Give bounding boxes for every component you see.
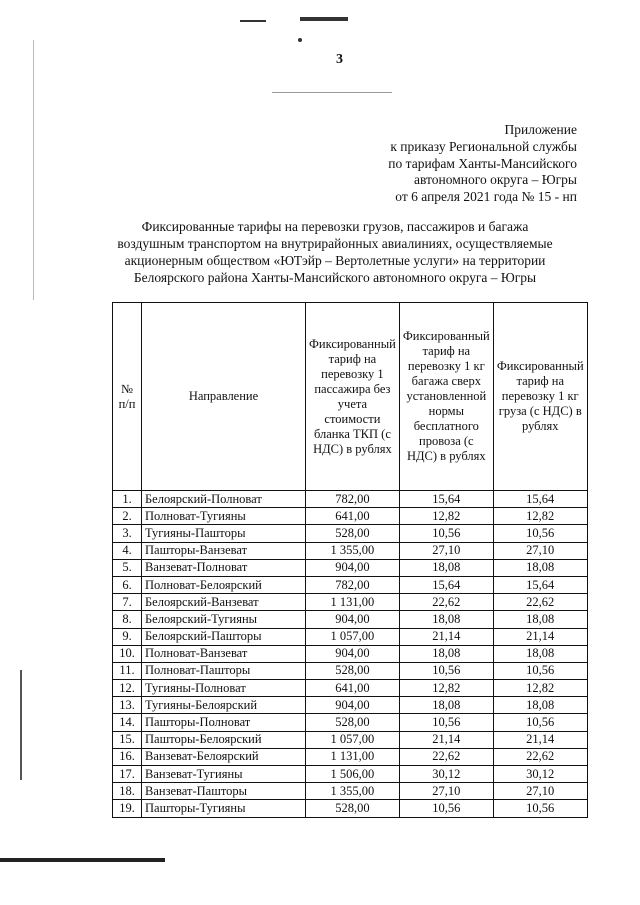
cargo-tariff-cell: 22,62 xyxy=(493,594,587,611)
row-number: 2. xyxy=(113,508,142,525)
route-cell: Полноват-Пашторы xyxy=(142,662,306,679)
cargo-tariff-cell: 27,10 xyxy=(493,542,587,559)
scan-artifact xyxy=(272,92,392,93)
passenger-tariff-cell: 1 131,00 xyxy=(306,594,400,611)
cargo-tariff-cell: 21,14 xyxy=(493,628,587,645)
baggage-tariff-cell: 15,64 xyxy=(399,576,493,593)
header-cargo-tariff: Фиксированный тариф на перевозку 1 кг груза (с НДС) в рублях xyxy=(493,303,587,491)
route-cell: Пашторы-Ванзеват xyxy=(142,542,306,559)
cargo-tariff-cell: 18,08 xyxy=(493,611,587,628)
passenger-tariff-cell: 904,00 xyxy=(306,611,400,628)
appendix-line: Приложение xyxy=(504,122,577,137)
baggage-tariff-cell: 10,56 xyxy=(399,714,493,731)
row-number: 12. xyxy=(113,680,142,697)
cargo-tariff-cell: 27,10 xyxy=(493,783,587,800)
table-row xyxy=(113,731,588,748)
cargo-tariff-cell: 21,14 xyxy=(493,731,587,748)
scan-artifact xyxy=(300,17,348,21)
passenger-tariff-cell: 782,00 xyxy=(306,491,400,508)
baggage-tariff-cell: 27,10 xyxy=(399,783,493,800)
row-number: 8. xyxy=(113,611,142,628)
route-cell: Ванзеват-Белоярский xyxy=(142,748,306,765)
row-number: 18. xyxy=(113,783,142,800)
title-line: акционерным обществом «ЮТэйр – Вертолетные услуги» на территории xyxy=(124,253,546,268)
cargo-tariff-cell: 12,82 xyxy=(493,508,587,525)
passenger-tariff-cell: 1 506,00 xyxy=(306,766,400,783)
route-cell: Ванзеват-Полноват xyxy=(142,559,306,576)
table-row xyxy=(113,680,588,697)
route-cell: Полноват-Ванзеват xyxy=(142,645,306,662)
passenger-tariff-cell: 1 057,00 xyxy=(306,628,400,645)
baggage-tariff-cell: 30,12 xyxy=(399,766,493,783)
row-number: 16. xyxy=(113,748,142,765)
cargo-tariff-cell: 22,62 xyxy=(493,748,587,765)
table-row xyxy=(113,611,588,628)
route-cell: Пашторы-Белоярский xyxy=(142,731,306,748)
scan-artifact xyxy=(298,38,302,42)
cargo-tariff-cell: 18,08 xyxy=(493,559,587,576)
row-number: 4. xyxy=(113,542,142,559)
table-header-row xyxy=(113,303,588,491)
baggage-tariff-cell: 22,62 xyxy=(399,748,493,765)
route-cell: Белоярский-Ванзеват xyxy=(142,594,306,611)
table-row xyxy=(113,766,588,783)
row-number: 15. xyxy=(113,731,142,748)
route-cell: Пашторы-Полноват xyxy=(142,714,306,731)
appendix-block xyxy=(277,122,577,206)
baggage-tariff-cell: 21,14 xyxy=(399,731,493,748)
table-row xyxy=(113,645,588,662)
row-number: 13. xyxy=(113,697,142,714)
baggage-tariff-cell: 27,10 xyxy=(399,542,493,559)
table-row xyxy=(113,748,588,765)
baggage-tariff-cell: 15,64 xyxy=(399,491,493,508)
route-cell: Тугияны-Пашторы xyxy=(142,525,306,542)
row-number: 6. xyxy=(113,576,142,593)
baggage-tariff-cell: 12,82 xyxy=(399,680,493,697)
route-cell: Тугияны-Белоярский xyxy=(142,697,306,714)
route-cell: Полноват-Тугияны xyxy=(142,508,306,525)
baggage-tariff-cell: 12,82 xyxy=(399,508,493,525)
baggage-tariff-cell: 18,08 xyxy=(399,697,493,714)
table-row xyxy=(113,800,588,817)
baggage-tariff-cell: 10,56 xyxy=(399,662,493,679)
row-number: 5. xyxy=(113,559,142,576)
cargo-tariff-cell: 18,08 xyxy=(493,645,587,662)
table-row xyxy=(113,628,588,645)
baggage-tariff-cell: 18,08 xyxy=(399,645,493,662)
header-num: № п/п xyxy=(113,303,142,491)
baggage-tariff-cell: 10,56 xyxy=(399,800,493,817)
row-number: 17. xyxy=(113,766,142,783)
table-row xyxy=(113,714,588,731)
table-row xyxy=(113,542,588,559)
cargo-tariff-cell: 30,12 xyxy=(493,766,587,783)
table-row xyxy=(113,662,588,679)
passenger-tariff-cell: 1 355,00 xyxy=(306,783,400,800)
route-cell: Белоярский-Пашторы xyxy=(142,628,306,645)
row-number: 7. xyxy=(113,594,142,611)
header-passenger-tariff: Фиксированный тариф на перевозку 1 пассажира без учета стоимости бланка ТКП (с НДС) в рублях xyxy=(306,303,400,491)
document-title xyxy=(95,218,575,286)
baggage-tariff-cell: 10,56 xyxy=(399,525,493,542)
header-direction: Направление xyxy=(142,303,306,491)
row-number: 19. xyxy=(113,800,142,817)
passenger-tariff-cell: 904,00 xyxy=(306,645,400,662)
route-cell: Белоярский-Полноват xyxy=(142,491,306,508)
passenger-tariff-cell: 1 355,00 xyxy=(306,542,400,559)
margin-line xyxy=(20,670,22,780)
table-row xyxy=(113,508,588,525)
row-number: 3. xyxy=(113,525,142,542)
row-number: 11. xyxy=(113,662,142,679)
title-line: Фиксированные тарифы на перевозки грузов, пассажиров и багажа xyxy=(141,219,529,234)
passenger-tariff-cell: 641,00 xyxy=(306,508,400,525)
margin-line xyxy=(33,40,34,300)
passenger-tariff-cell: 904,00 xyxy=(306,559,400,576)
row-number: 14. xyxy=(113,714,142,731)
table-row xyxy=(113,559,588,576)
baggage-tariff-cell: 18,08 xyxy=(399,611,493,628)
margin-line xyxy=(0,858,165,862)
appendix-line: автономного округа – Югры xyxy=(414,172,577,188)
appendix-line: по тарифам Ханты-Мансийского xyxy=(388,155,577,171)
passenger-tariff-cell: 1 057,00 xyxy=(306,731,400,748)
table-row xyxy=(113,594,588,611)
table-row xyxy=(113,783,588,800)
cargo-tariff-cell: 10,56 xyxy=(493,662,587,679)
passenger-tariff-cell: 528,00 xyxy=(306,525,400,542)
route-cell: Ванзеват-Тугияны xyxy=(142,766,306,783)
page-number: 3 xyxy=(336,52,343,67)
route-cell: Пашторы-Тугияны xyxy=(142,800,306,817)
passenger-tariff-cell: 528,00 xyxy=(306,800,400,817)
cargo-tariff-cell: 15,64 xyxy=(493,576,587,593)
baggage-tariff-cell: 22,62 xyxy=(399,594,493,611)
scan-artifact xyxy=(240,20,266,22)
passenger-tariff-cell: 1 131,00 xyxy=(306,748,400,765)
cargo-tariff-cell: 18,08 xyxy=(493,697,587,714)
passenger-tariff-cell: 782,00 xyxy=(306,576,400,593)
route-cell: Белоярский-Тугияны xyxy=(142,611,306,628)
appendix-line: от 6 апреля 2021 года № 15 - нп xyxy=(395,189,577,205)
row-number: 10. xyxy=(113,645,142,662)
cargo-tariff-cell: 10,56 xyxy=(493,714,587,731)
header-baggage-tariff: Фиксированный тариф на перевозку 1 кг багажа сверх установленной нормы бесплатного провоза (с НДС) в рублях xyxy=(399,303,493,491)
title-line: воздушным транспортом на внутрирайонных авиалиниях, осуществляемые xyxy=(117,236,553,251)
route-cell: Полноват-Белоярский xyxy=(142,576,306,593)
table-row xyxy=(113,697,588,714)
baggage-tariff-cell: 18,08 xyxy=(399,559,493,576)
cargo-tariff-cell: 10,56 xyxy=(493,525,587,542)
route-cell: Ванзеват-Пашторы xyxy=(142,783,306,800)
passenger-tariff-cell: 641,00 xyxy=(306,680,400,697)
table-row xyxy=(113,491,588,508)
cargo-tariff-cell: 12,82 xyxy=(493,680,587,697)
passenger-tariff-cell: 528,00 xyxy=(306,714,400,731)
table-row xyxy=(113,525,588,542)
title-line: Белоярского района Ханты-Мансийского автономного округа – Югры xyxy=(133,270,537,285)
appendix-line: к приказу Региональной службы xyxy=(390,138,577,154)
tariff-table xyxy=(112,302,588,818)
passenger-tariff-cell: 904,00 xyxy=(306,697,400,714)
route-cell: Тугияны-Полноват xyxy=(142,680,306,697)
table-row xyxy=(113,576,588,593)
row-number: 9. xyxy=(113,628,142,645)
baggage-tariff-cell: 21,14 xyxy=(399,628,493,645)
passenger-tariff-cell: 528,00 xyxy=(306,662,400,679)
row-number: 1. xyxy=(113,491,142,508)
cargo-tariff-cell: 15,64 xyxy=(493,491,587,508)
cargo-tariff-cell: 10,56 xyxy=(493,800,587,817)
